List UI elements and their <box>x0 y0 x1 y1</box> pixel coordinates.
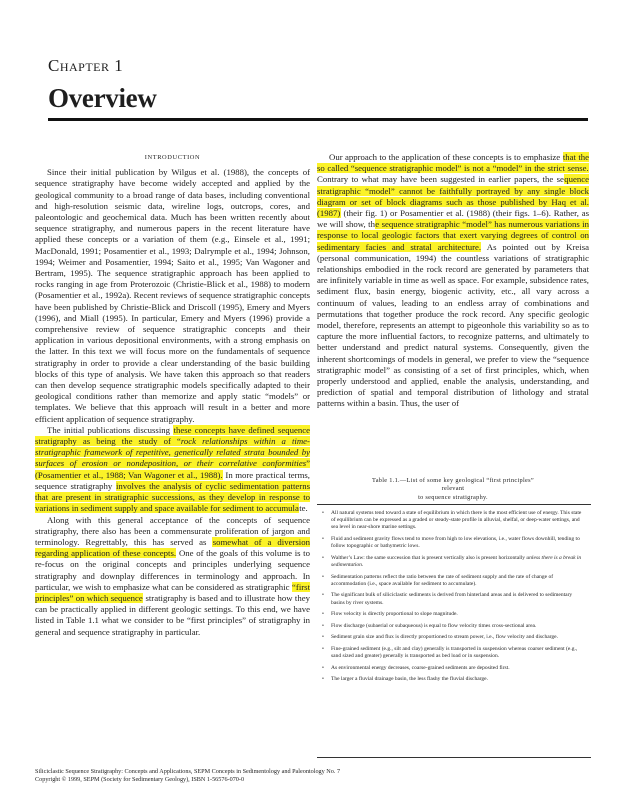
list-item <box>321 665 587 672</box>
list-item-text: Flow discharge (subaerial or subaqueous) is equal to flow velocity times cross-sectional area. <box>331 622 537 629</box>
principles-list <box>317 510 591 684</box>
text-run: One of the goals of this volume is to re-focus on the original concepts and principles underlying sequence stratigraphy and downplay differences in terminology and approach. In particular, we wish to emphasize what can be considered as stratigraphic <box>35 548 310 592</box>
bullet-icon: • <box>322 634 324 641</box>
table-caption <box>332 477 574 502</box>
section-heading-introduction: INTRODUCTION <box>144 154 201 161</box>
list-item <box>321 676 587 683</box>
list-item <box>321 510 587 532</box>
text-run: stratigraphy is based and to illustrate how they can be practically applied in different geologic settings. To this end, we have listed in Table 1.1 what we consider to be “first principles” of stratigraphy in general and sequence stratigraphy in particular. <box>35 592 310 637</box>
bullet-icon: • <box>322 510 324 516</box>
highlight-text: these concepts have defined sequence stratigraphy as being the study of “ <box>35 424 310 447</box>
list-item <box>321 611 587 618</box>
footer-line-1: Siliciclastic Sequence Stratigraphy: Concepts and Applications, SEPM Concepts in Sedimentology and Paleontology No. 7 <box>35 768 341 775</box>
list-item <box>321 574 587 588</box>
chapter-label: Chapter 1 <box>48 56 124 75</box>
list-item-text: Sedimentation patterns reflect the ratio between the rate of sediment supply and the rate of change of accommodation (i.e., space available for sediment to accumulate). <box>331 573 554 587</box>
footer-line-2: Copyright © 1999, SEPM (Society for Sedimentary Geology), ISBN 1-56576-070-0 <box>35 776 245 784</box>
left-column <box>35 152 310 638</box>
text-run: te. <box>299 503 308 514</box>
bullet-icon: • <box>322 573 324 580</box>
bullet-icon: • <box>322 676 324 683</box>
list-item <box>321 592 587 606</box>
table-caption-line-2: relevant <box>441 485 465 493</box>
list-item-text: Walther’s Law: the same succession that is present vertically also is present horizontally <box>331 554 527 561</box>
list-item <box>321 623 587 630</box>
bullet-icon: • <box>322 536 324 542</box>
text-run: The initial publications discussing <box>47 424 174 435</box>
list-item-text: Sediment grain size and flux is directly proportioned to stream power, i.e., flow velocity and discharge. <box>331 634 558 641</box>
list-item-italic: unless there is a break in sedimentation <box>331 554 582 568</box>
intro-paragraph-3 <box>35 515 310 638</box>
page-footer <box>35 768 575 785</box>
bullet-icon: • <box>322 622 324 629</box>
highlight: that the so called “sequence stratigraphic model” is not a “model” in the strict sense. <box>317 152 590 174</box>
bullet-icon: • <box>322 611 324 618</box>
list-item <box>321 646 587 660</box>
list-item-text-end: . <box>361 562 364 568</box>
chapter-title: Overview <box>48 83 157 113</box>
highlight: “first principles” on which sequence <box>35 581 310 603</box>
text-run: As pointed out by Kreisa (personal communication, 1994) the countless variations of stratigraphic relationships embodied in the rock record are generated by parameters that are infinitely variable in time as well as space. For example, subsidence rates, sediment flux, basin energy, biogenic activity, etc., all vary across a continuum of values, leading to an endless array of combinations and permutations that together produce the rock record. Any specific geologic model, therefore, represents an attempt to pigeonhole this variability so as to capture the more influential factors, to recognize patterns, and ultimately to better understand and predict natural systems. Consequently, given the inherent shortcomings of models in general, we prefer to view the “sequence stratigraphic model” as consisting of a set of first principles, which, when properly understood and applied, enable the analysis, understanding, and prediction of spatial and temporal distribution of lithology and stratal patterns within a basin. Thus, the user of <box>317 241 589 409</box>
list-item-text: All natural systems tend toward a state of equilibrium in which there is the most efficient use of energy. This state of equilibrium can be expressed as a graded or steady-state profile in alluvial, shelfal, or deep-water settings, and sea level in near-shore marine settings. <box>331 510 582 531</box>
text-run: Along with this general acceptance of the concepts of sequence stratigraphy, there also has been a commensurate proliferation of jargon and terminology. Regrettably, this has served as <box>35 514 310 547</box>
table-caption-line-1: Table 1.1.—List of some key geological “first principles” <box>372 477 534 484</box>
first-principles-table <box>317 504 591 758</box>
highlight: e sequence stratigraphic “model” has numerous variations in response to local geologic factors that exert varying degrees of control on sedimentary facies and stratal architecture. <box>317 219 589 252</box>
table-caption-line-3: to sequence stratigraphy. <box>418 493 488 501</box>
list-item-text: As environmental energy decreases, coarse-grained sediments are deposited first. <box>331 664 510 671</box>
list-item-text: The larger a fluvial drainage basin, the less flashy the fluvial discharge. <box>331 676 488 683</box>
bullet-icon: • <box>322 645 324 652</box>
list-item-text: Flow velocity is directly proportional to slope magnitude. <box>331 611 458 618</box>
right-paragraph <box>317 152 589 410</box>
highlight: quence stratigraphic “model” cannot be faithfully portrayed by any single block diagram or set of block diagrams such as those published by Haq et al. (1987) <box>317 174 589 219</box>
highlight-italic-quote: rock relationships within a time-stratigraphic framework of repetitive, genetically related strata bounded by surfaces of erosion or nondeposition, or their correlative conformities <box>35 436 310 469</box>
intro-paragraph-1: Since their initial publication by Wilgus et al. (1988), the concepts of sequence stratigraphy have become widely accepted and applied by the geological community to a broad range of data bases, including conventional and high-resolution seismic data, wireline logs, outcrops, cores, and paleontologic and geochemical data. Much has been written recently about sequence stratigraphy, and numerous papers in the recent literature have applied these concepts or a variation of them (e.g., Einsele et al., 1991; MacDonald, 1991; Posamentier et al., 1993; Dalrymple et al., 1994; Johnson, 1994; Weimer and Posamentier, 1994; Saito et al., 1995; Van Wagoner and Bertram, 1995). The sequence stratigraphic approach has been applied to rocks ranging in age from Proterozoic (Christie-Blick et al., 1988) to modern (Posamentier et al., 1992a). Recent reviews of sequence stratigraphic concepts have been published by Christie-Blick and Driscoll (1995), Emery and Myers (1996), and Miall (1995). In particular, Emery and Myers (1996) provide a comprehensive review of sequence stratigraphic concepts and their application in various depositional environments, with a strong emphasis on the latter. In this text we will focus more on the fundamentals of sequence stratigraphy in order to provide a clear understanding of the basic building blocks of this type of analysis. We have taken this approach so that readers can then develop sequence stratigraphic models specifically adapted to their geological conditions rather than memorize and apply static “models” or templates. We believe that this approach will result in a better and more efficient application of sequence stratigraphy. <box>35 167 310 424</box>
list-item <box>321 634 587 641</box>
text-run: Contrary to what may have been suggested in earlier papers, the se <box>317 174 564 185</box>
list-item-text: Fluid and sediment gravity flows tend to move from high to low elevations, i.e., water flows downhill, tending to follow topographic or bathymetric lows. <box>331 536 580 550</box>
text-run: In more practical terms, sequence stratigraphy <box>35 469 310 491</box>
list-item <box>321 536 587 550</box>
list-item-text: The significant bulk of siliciclastic sediments is derived from hinterland areas and is delivered to sedimentary basins by river systems. <box>331 592 573 606</box>
highlight-citation: ” (Posamentier et al., 1988; Van Wagoner et al., 1988). <box>35 458 310 480</box>
text-run: (their fig. 1) or Posamentier et al. (1988) (their figs. 1–6). Rather, as we will show, th <box>317 208 589 230</box>
highlight: involves the analysis of cyclic sedimentation patterns that are present in stratigraphic successions, as they develop in response to variations in sediment supply and space available for sediment to accumula <box>35 480 310 514</box>
list-item-text: Fine-grained sediment (e.g., silt and clay) generally is transported in suspension whereas coarser sediment (e.g., sand sized and greater) generally is transported as bed load or in suspension. <box>331 645 578 660</box>
list-item <box>321 555 587 569</box>
title-rule <box>48 118 588 121</box>
intro-paragraph-2 <box>35 425 310 515</box>
bullet-icon: • <box>322 592 324 599</box>
highlight: somewhat of a diversion regarding application of these concepts. <box>35 536 310 559</box>
bullet-icon: • <box>322 664 324 671</box>
bullet-icon: • <box>322 554 324 561</box>
text-run: Our approach to the application of these concepts is to emphasize <box>329 152 563 162</box>
right-column <box>317 152 589 410</box>
